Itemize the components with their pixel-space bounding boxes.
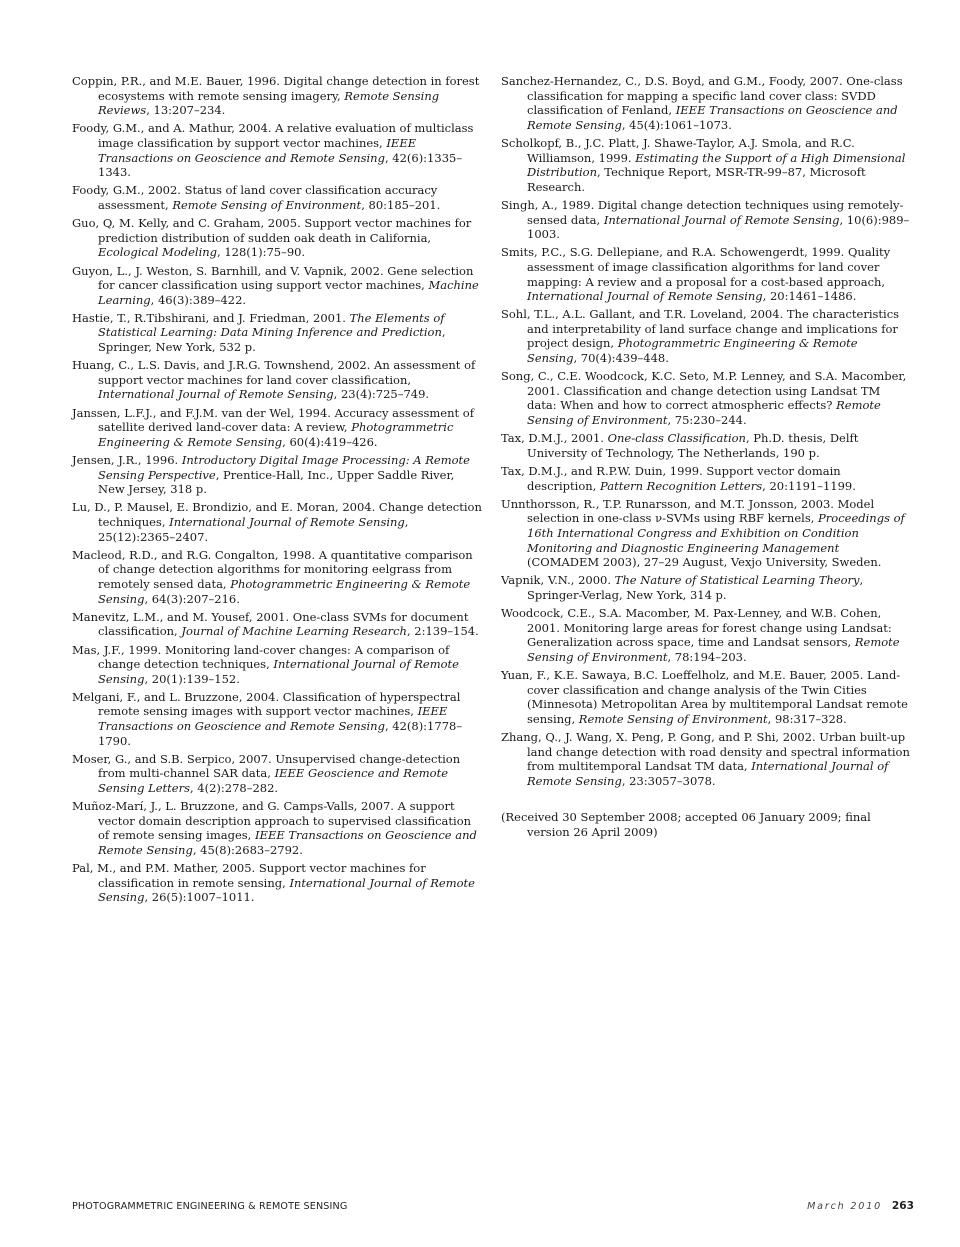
reference-text: Zhang, Q., J. Wang, X. Peng, P. Gong, and P. Shi, 2002. Urban built-up land change detection with road density and spectral information from multitemporal Landsat TM data,	[501, 730, 910, 774]
reference-source-title: Ecological Modeling	[98, 245, 218, 260]
reference-details: , 23(4):725–749.	[333, 387, 430, 402]
reference-text: Foody, G.M., 2002. Status of land cover classification accuracy assessment,	[72, 183, 438, 212]
reference-text: Unnthorsson, R., T.P. Runarsson, and M.T. Jonsson, 2003. Model selection in one-class ν-SVMs using RBF kernels,	[501, 496, 875, 526]
reference-details: , 20:1191–1199.	[762, 478, 856, 493]
reference-text: Hastie, T., R.Tibshirani, and J. Friedman, 2001.	[72, 310, 350, 325]
reference-details: , 25(12):2365–2407.	[98, 514, 409, 544]
reference-details: , 4(2):278–282.	[189, 781, 279, 796]
reference-entry	[72, 264, 482, 308]
reference-text: Janssen, L.F.J., and F.J.M. van der Wel, 1994. Accuracy assessment of satellite derived land-cover data: A review,	[72, 405, 474, 435]
page-footer	[72, 1201, 914, 1219]
reference-entry	[501, 668, 911, 726]
reference-entry	[501, 464, 911, 493]
reference-details: , 10(6):989–1003.	[527, 212, 910, 242]
reference-source-title: International Journal of Remote Sensing	[603, 212, 840, 227]
reference-text: Yuan, F., K.E. Sawaya, B.C. Loeffelholz, and M.E. Bauer, 2005. Land-cover classification and change analysis of the Twin Cities (Minnesota) Metropolitan Area by multitemporal Landsat remote sensing,	[501, 668, 908, 726]
reference-entry	[501, 74, 911, 132]
reference-details: , Ph.D. thesis, Delft University of Technology, The Netherlands, 190 p.	[527, 431, 859, 460]
reference-source-title: Proceedings of 16th International Congress and Exhibition on Condition Monitoring and Diagnostic Engineering Management	[527, 511, 905, 555]
reference-source-title: IEEE Transactions on Geoscience and Remote Sensing	[98, 828, 477, 857]
reference-details: , 13:207–234.	[146, 103, 226, 118]
reference-entry	[72, 548, 482, 606]
reference-text: Guo, Q, M. Kelly, and C. Graham, 2005. Support vector machines for prediction distribution of sudden oak death in California,	[72, 216, 472, 245]
reference-entry	[501, 369, 911, 427]
reference-details: , 70(4):439–448.	[573, 351, 669, 366]
reference-details: , 42(6):1335–1343.	[98, 150, 463, 180]
reference-entry	[501, 307, 911, 365]
received-note: (Received 30 September 2008; accepted 06 January 2009; final version 26 April 2009)	[501, 810, 871, 840]
reference-source-title: Photogrammetric Engineering & Remote Sensing	[98, 576, 471, 606]
reference-text: Pal, M., and P.M. Mather, 2005. Support vector machines for classification in remote sensing,	[72, 861, 426, 890]
reference-text: Foody, G.M., and A. Mathur, 2004. A relative evaluation of multiclass image classification by support vector machines,	[72, 121, 474, 150]
reference-source-title: One-class Classification	[607, 431, 746, 446]
reference-text: Huang, C., L.S. Davis, and J.R.G. Townshend, 2002. An assessment of support vector machines for land cover classification,	[72, 358, 476, 387]
references-list-right	[501, 74, 911, 788]
reference-details: (COMADEM 2003), 27–29 August, Vexjo University, Sweden.	[527, 555, 882, 570]
reference-entry	[501, 573, 911, 602]
reference-details: , 128(1):75–90.	[217, 245, 306, 260]
reference-entry	[72, 690, 482, 748]
reference-entry	[72, 799, 482, 857]
reference-entry	[72, 752, 482, 796]
reference-entry	[72, 643, 482, 687]
reference-text: Song, C., C.E. Woodcock, K.C. Seto, M.P. Lenney, and S.A. Macomber, 2001. Classification and change detection using Landsat TM data: When and how to correct atmospheric effects?	[501, 369, 907, 413]
reference-source-title: International Journal of Remote Sensing	[527, 759, 889, 788]
reference-entry	[72, 74, 482, 118]
reference-text: Macleod, R.D., and R.G. Congalton, 1998. A quantitative comparison of change detection algorithms for monitoring eelgrass from remotely sensed data,	[72, 547, 473, 591]
references-column-left	[72, 74, 482, 909]
reference-entry	[501, 198, 911, 242]
reference-entry	[72, 121, 482, 179]
reference-details: , 98:317–328.	[767, 711, 847, 726]
reference-text: Tax, D.M.J., 2001.	[501, 431, 608, 446]
reference-source-title: Photogrammetric Engineering & Remote Sensing	[527, 336, 858, 366]
reference-entry	[72, 311, 482, 355]
reference-details: , 78:194–203.	[667, 649, 747, 664]
reference-entry	[501, 136, 911, 194]
reference-source-title: Remote Sensing of Environment	[527, 398, 881, 428]
reference-details: , 60(4):419–426.	[282, 434, 378, 449]
reference-text: Guyon, L., J. Weston, S. Barnhill, and V. Vapnik, 2002. Gene selection for cancer classification using support vector machines,	[72, 263, 474, 293]
reference-details: , 46(3):389–422.	[150, 292, 247, 307]
reference-source-title: Remote Sensing of Environment	[172, 197, 362, 212]
reference-entry	[501, 606, 911, 664]
reference-entry	[501, 730, 911, 788]
reference-text: Moser, G., and S.B. Serpico, 2007. Unsupervised change-detection from multi-channel SAR data,	[72, 751, 461, 781]
reference-entry	[501, 245, 911, 303]
reference-source-title: The Elements of Statistical Learning: Data Mining Inference and Prediction	[98, 310, 445, 340]
reference-entry	[72, 183, 482, 212]
reference-text: Sohl, T.L., A.L. Gallant, and T.R. Loveland, 2004. The characteristics and interpretability of land surface change and implications for project design,	[501, 307, 900, 351]
reference-source-title: Remote Sensing Reviews	[98, 88, 440, 118]
reference-source-title: Journal of Machine Learning Research	[181, 624, 407, 639]
footer-journal-name: PHOTOGRAMMETRIC ENGINEERING & REMOTE SENSING	[72, 1201, 348, 1212]
reference-details: , Technique Report, MSR-TR-99–87, Microsoft Research.	[527, 165, 866, 194]
reference-source-title: International Journal of Remote Sensing	[169, 514, 405, 529]
reference-source-title: Photogrammetric Engineering & Remote Sensing	[98, 420, 454, 449]
reference-text: Smits, P.C., S.G. Dellepiane, and R.A. Schowengerdt, 1999. Quality assessment of image classification algorithms for land cover mapping: A review and a proposal for a cost-based approach,	[501, 245, 891, 289]
reference-details: , 2:139–154.	[406, 624, 479, 639]
reference-source-title: The Nature of Statistical Learning Theory	[614, 573, 860, 588]
reference-entry	[72, 406, 482, 450]
reference-source-title: IEEE Transactions on Geoscience and Remote Sensing	[98, 135, 417, 165]
reference-entry	[72, 453, 482, 497]
references-column-right	[501, 74, 911, 843]
reference-source-title: IEEE Transactions on Geoscience and Remote Sensing	[527, 103, 898, 132]
reference-text: Coppin, P.R., and M.E. Bauer, 1996. Digital change detection in forest ecosystems with remote sensing imagery,	[72, 74, 480, 103]
reference-entry	[72, 358, 482, 402]
reference-text: Vapnik, V.N., 2000.	[501, 573, 615, 588]
reference-source-title: Remote Sensing of Environment	[578, 711, 768, 726]
reference-details: , 64(3):207–216.	[144, 591, 240, 606]
reference-source-title: Machine Learning	[98, 278, 479, 307]
reference-entry	[501, 431, 911, 460]
footer-page-number: 263	[891, 1200, 914, 1212]
reference-details: , 23:3057–3078.	[621, 773, 716, 788]
reference-details: , Springer, New York, 532 p.	[98, 325, 446, 355]
reference-text: Sanchez-Hernandez, C., D.S. Boyd, and G.M., Foody, 2007. One-class classification for mapping a specific land cover class: SVDD classification of Fenland,	[501, 74, 903, 118]
reference-details: , 42(8):1778–1790.	[98, 719, 463, 748]
reference-source-title: International Journal of Remote Sensing	[98, 875, 475, 905]
reference-source-title: International Journal of Remote Sensing	[98, 657, 459, 686]
reference-text: Tax, D.M.J., and R.P.W. Duin, 1999. Support vector domain description,	[501, 464, 841, 493]
reference-details: , Springer-Verlag, New York, 314 p.	[527, 573, 864, 602]
reference-source-title: International Journal of Remote Sensing	[98, 387, 334, 402]
reference-source-title: Introductory Digital Image Processing: A Remote Sensing Perspective	[98, 453, 470, 482]
reference-entry	[72, 861, 482, 905]
reference-entry	[72, 610, 482, 639]
reference-entry	[72, 500, 482, 544]
reference-source-title: Estimating the Support of a High Dimensional Distribution	[527, 150, 906, 180]
reference-details: , 45(4):1061–1073.	[621, 117, 732, 132]
reference-text: Singh, A., 1989. Digital change detection techniques using remotely-sensed data,	[501, 197, 904, 227]
reference-details: , 80:185–201.	[361, 197, 441, 212]
reference-text: Woodcock, C.E., S.A. Macomber, M. Pax-Lenney, and W.B. Cohen, 2001. Monitoring large areas for forest change using Landsat: Generalization across space, time and Landsat sensors,	[501, 606, 892, 650]
reference-source-title: IEEE Geoscience and Remote Sensing Letters	[98, 766, 449, 796]
reference-text: Jensen, J.R., 1996.	[72, 453, 182, 467]
reference-entry	[72, 216, 482, 260]
reference-details: , 45(8):2683–2792.	[192, 843, 303, 857]
reference-source-title: International Journal of Remote Sensing	[527, 289, 763, 304]
reference-details: , 26(5):1007–1011.	[144, 890, 255, 905]
reference-text: Manevitz, L.M., and M. Yousef, 2001. One-class SVMs for document classification,	[72, 609, 469, 639]
reference-source-title: Pattern Recognition Letters	[600, 478, 763, 493]
reference-details: , 75:230–244.	[667, 413, 747, 428]
reference-details: , Prentice-Hall, Inc., Upper Saddle River, New Jersey, 318 p.	[98, 467, 455, 497]
footer-issue-date: March 2010	[807, 1201, 882, 1212]
reference-source-title: Remote Sensing of Environment	[527, 635, 900, 664]
reference-entry	[501, 497, 911, 570]
reference-text: Mas, J.F., 1999. Monitoring land-cover changes: A comparison of change detection techniques,	[72, 642, 450, 672]
reference-text: Scholkopf, B., J.C. Platt, J. Shawe-Taylor, A.J. Smola, and R.C. Williamson, 1999.	[501, 135, 855, 165]
reference-text: Lu, D., P. Mausel, E. Brondizio, and E. Moran, 2004. Change detection techniques,	[72, 500, 482, 529]
reference-details: , 20(1):139–152.	[144, 671, 240, 686]
reference-text: Muñoz-Marí, J., L. Bruzzone, and G. Camps-Valls, 2007. A support vector domain description approach to supervised classification of remote sensing images,	[72, 799, 472, 843]
reference-source-title: IEEE Transactions on Geoscience and Remote Sensing	[98, 704, 448, 734]
reference-text: Melgani, F., and L. Bruzzone, 2004. Classification of hyperspectral remote sensing images with support vector machines,	[72, 689, 461, 719]
reference-details: , 20:1461–1486.	[762, 289, 857, 304]
